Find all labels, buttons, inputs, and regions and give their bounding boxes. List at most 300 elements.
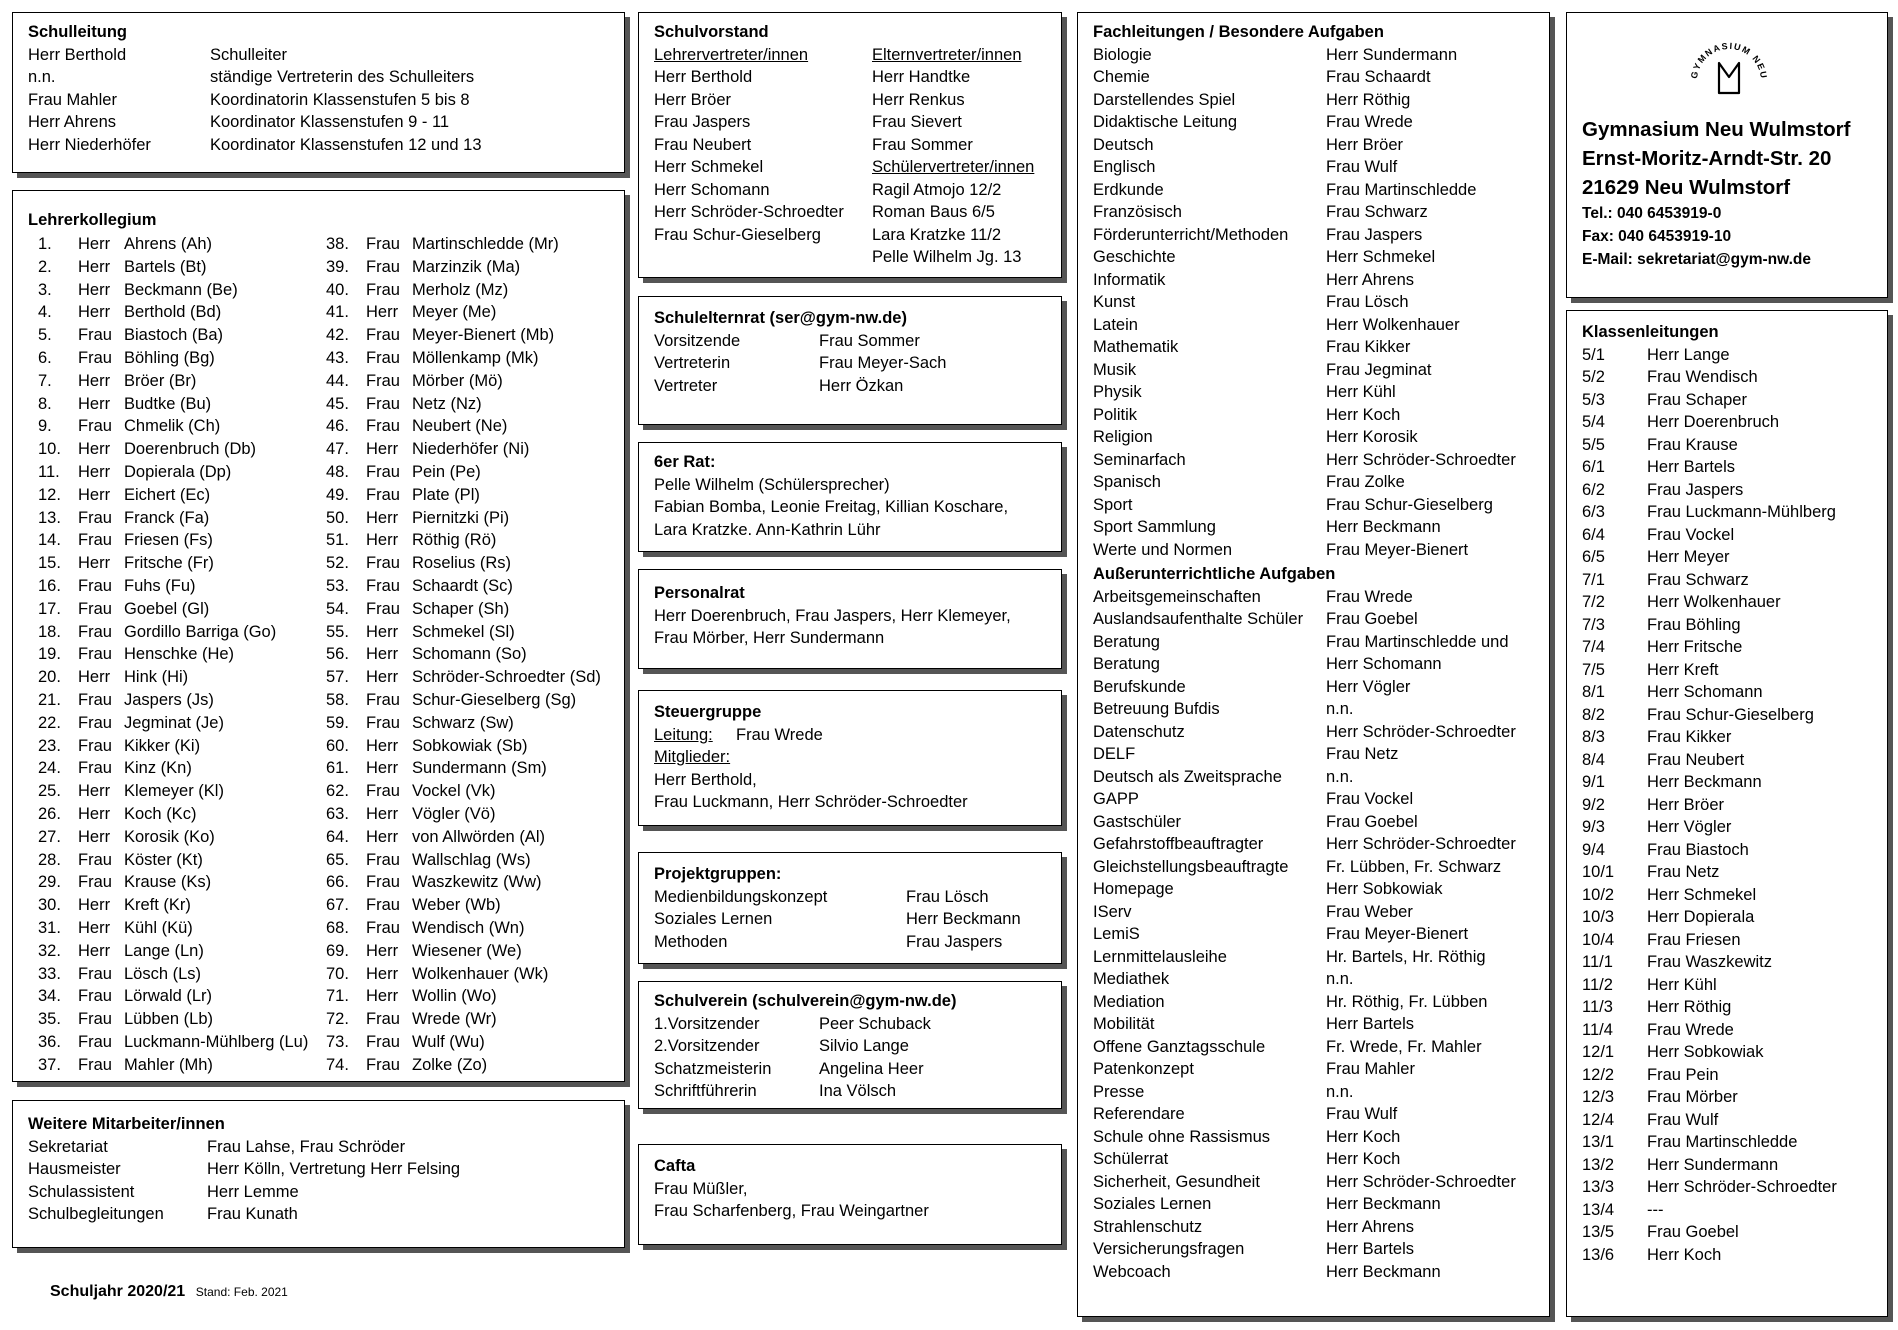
aufgaben-row (1093, 856, 1534, 879)
kollegium-num: 15. (38, 554, 61, 573)
aufgaben-row-value: Herr Schomann (1326, 655, 1442, 673)
klassen-row-label: 5/1 (1582, 345, 1605, 364)
vorstand-eltern-list (872, 66, 1034, 156)
kollegium-num: 9. (38, 417, 52, 436)
kollegium-num: 1. (38, 235, 52, 253)
klassen-row-label: 6/2 (1582, 480, 1605, 499)
aufgaben-row-value: Herr Bartels (1326, 1240, 1415, 1258)
kollegium-name: Luckmann-Mühlberg (Lu) (124, 1032, 309, 1051)
klassen-row-value: Herr Bartels (1647, 458, 1736, 476)
aufgaben-row-value: Frau Vockel (1326, 790, 1414, 808)
fach-row-label: Englisch (1093, 158, 1156, 176)
steuer-line: Herr Berthold, (654, 770, 757, 789)
klassen-row (1582, 636, 1872, 659)
fach-row (1093, 111, 1534, 134)
kollegium-name: Lange (Ln) (124, 941, 204, 960)
kollegium-anrede: Frau (78, 987, 112, 1006)
kollegium-row (38, 415, 308, 438)
aufgaben-row-label: Offene Ganztagsschule (1093, 1037, 1266, 1056)
klassen-row-label: 8/1 (1582, 683, 1605, 701)
projekt-row (654, 908, 1046, 931)
klassen-row-value: Herr Lange (1647, 345, 1730, 364)
verein-row (654, 1035, 1046, 1058)
kollegium-row (38, 575, 308, 598)
klassen-row (1582, 726, 1872, 749)
klassen-row (1582, 659, 1872, 682)
kollegium-list-left (38, 233, 308, 1076)
steuer-leitung: Frau Wrede (736, 725, 823, 744)
klassen-row-label: 7/5 (1582, 660, 1605, 679)
kollegium-name: Lösch (Ls) (124, 964, 202, 983)
kollegium-row (38, 370, 308, 393)
kollegium-anrede: Frau (366, 599, 400, 618)
cafta-list (654, 1178, 1046, 1223)
kollegium-name: Weber (Wb) (412, 896, 501, 915)
schulleitung-row-value: Koordinator Klassenstufen 9 - 11 (210, 113, 450, 131)
kollegium-name: Wulf (Wu) (412, 1032, 485, 1051)
aufgaben-row (1093, 901, 1534, 924)
klassen-row (1582, 569, 1872, 592)
kollegium-row (326, 849, 601, 872)
klassen-row (1582, 1131, 1872, 1154)
fach-row-value: Herr Schmekel (1326, 248, 1436, 266)
aufgaben-row (1093, 1238, 1534, 1261)
klassen-row-value: Herr Schmekel (1647, 885, 1757, 904)
klassen-row (1582, 614, 1872, 637)
schulleitung-row-label: Frau Mahler (28, 90, 117, 109)
vorstand-schueler-item: Roman Baus 6/5 (872, 203, 995, 221)
vorstand-lehrer-item: Herr Berthold (654, 68, 753, 86)
kollegium-anrede: Herr (78, 827, 111, 846)
aufgaben-row-value: Herr Schröder-Schroedter (1326, 835, 1516, 853)
kollegium-num: 70. (326, 964, 349, 983)
aufgaben-row-label: Lernmittelausleihe (1093, 947, 1227, 966)
klassen-row-value: Frau Wrede (1647, 1020, 1734, 1039)
verein-row (654, 1058, 1046, 1081)
weitere-row-label: Schulbegleitungen (28, 1205, 164, 1223)
kollegium-anrede: Herr (78, 485, 111, 504)
kollegium-num: 55. (326, 622, 349, 641)
aufgaben-row (1093, 878, 1534, 901)
klassen-row-label: 8/3 (1582, 728, 1605, 746)
kollegium-num: 68. (326, 918, 349, 937)
verein-row (654, 1013, 1046, 1036)
klassen-row-value: Herr Dopierala (1647, 908, 1755, 926)
klassen-row-label: 9/1 (1582, 773, 1605, 791)
kollegium-name: Plate (Pl) (412, 485, 480, 504)
kollegium-num: 59. (326, 713, 349, 732)
klassen-row-label: 11/2 (1582, 975, 1613, 994)
kollegium-num: 3. (38, 280, 52, 299)
kollegium-anrede: Frau (78, 964, 112, 983)
kollegium-num: 18. (38, 622, 61, 641)
steuer-line: Frau Luckmann, Herr Schröder-Schroedter (654, 793, 968, 811)
kollegium-num: 12. (38, 485, 61, 504)
klassen-row (1582, 906, 1872, 929)
fach-row (1093, 66, 1534, 89)
klassen-row-value: Frau Wulf (1647, 1110, 1719, 1129)
kollegium-anrede: Herr (366, 668, 399, 687)
kollegium-row (326, 712, 601, 735)
kollegium-num: 31. (38, 918, 61, 937)
kollegium-anrede: Frau (78, 417, 112, 436)
kollegium-name: Wiesener (We) (412, 941, 522, 960)
kollegium-anrede: Frau (366, 1055, 400, 1074)
kollegium-anrede: Herr (366, 440, 399, 459)
aufgaben-row (1093, 631, 1534, 654)
schulleitung-row-label: Herr Niederhöfer (28, 135, 151, 154)
verein-row-value: Silvio Lange (819, 1037, 909, 1055)
klassen-row (1582, 434, 1872, 457)
kollegium-row (38, 507, 308, 530)
fach-row-label: Physik (1093, 383, 1142, 401)
klassen-row-label: 13/6 (1582, 1245, 1615, 1264)
kollegium-row (326, 963, 601, 986)
kollegium-row (38, 301, 308, 324)
fach-row-label: Werte und Normen (1093, 540, 1233, 559)
kollegium-num: 51. (326, 531, 349, 550)
kollegium-name: Mahler (Mh) (124, 1055, 213, 1074)
vorstand-schueler-item: Ragil Atmojo 12/2 (872, 180, 1002, 199)
schulleitung-row-label: Herr Ahrens (28, 113, 117, 131)
kollegium-row (326, 1008, 601, 1031)
kollegium-num: 11. (38, 462, 60, 481)
school-box (1566, 12, 1888, 298)
kollegium-anrede: Herr (78, 257, 111, 276)
kollegium-name: Gordillo Barriga (Go) (124, 622, 277, 641)
klassen-row-label: 7/3 (1582, 615, 1605, 634)
klassen-row (1582, 1244, 1872, 1267)
kollegium-name: Goebel (Gl) (124, 599, 210, 618)
kollegium-anrede: Herr (366, 987, 399, 1006)
aufgaben-row-value: Herr Koch (1326, 1127, 1401, 1146)
fach-row (1093, 269, 1534, 292)
kollegium-num: 48. (326, 462, 349, 481)
kollegium-name: Hink (Hi) (124, 668, 189, 687)
kollegium-anrede: Herr (366, 759, 399, 778)
rat6-list (654, 474, 1046, 542)
kollegium-name: Lörwald (Lr) (124, 987, 213, 1006)
klassen-row-value: Herr Sundermann (1647, 1155, 1779, 1174)
aufgaben-row-value: Frau Weber (1326, 902, 1413, 921)
vorstand-lehrer-item: Herr Schröder-Schroedter (654, 203, 844, 221)
kollegium-row (38, 621, 308, 644)
vorstand-lehrer-item: Frau Jaspers (654, 113, 751, 131)
klassen-row-value: Frau Vockel (1647, 525, 1735, 544)
aufgaben-row-label: Schule ohne Rassismus (1093, 1127, 1271, 1146)
schulleitung-row-value: Koordinatorin Klassenstufen 5 bis 8 (210, 90, 470, 109)
kollegium-num: 7. (38, 371, 52, 390)
klassen-row-value: Herr Doerenbruch (1647, 413, 1780, 431)
klassen-row-value: Frau Krause (1647, 435, 1738, 454)
klassen-list (1582, 344, 1872, 1267)
personalrat-line: Frau Mörber, Herr Sundermann (654, 629, 885, 647)
kollegium-name: Fritsche (Fr) (124, 554, 214, 573)
kollegium-anrede: Herr (78, 918, 111, 937)
kollegium-num: 47. (326, 440, 349, 459)
verein-box (638, 981, 1062, 1109)
elternrat-row-label: Vertreterin (654, 354, 731, 372)
aufgaben-row-value: n.n. (1326, 970, 1354, 988)
kollegium-row (38, 963, 308, 986)
kollegium-list-right (326, 233, 601, 1076)
klassen-row-value: Herr Kreft (1647, 660, 1719, 679)
kollegium-name: Zolke (Zo) (412, 1055, 488, 1074)
fach-row-value: Frau Jaspers (1326, 225, 1423, 244)
weitere-row (28, 1203, 609, 1226)
kollegium-name: Schaper (Sh) (412, 599, 510, 618)
fach-row-value: Frau Jegminat (1326, 360, 1432, 379)
kollegium-anrede: Herr (78, 941, 111, 960)
fach-row-value: Herr Koch (1326, 405, 1401, 424)
vorstand-lehrer-list (654, 66, 872, 246)
klassen-title: Klassenleitungen (1582, 323, 1719, 341)
fach-row (1093, 539, 1534, 562)
kollegium-name: Netz (Nz) (412, 394, 482, 413)
steuer-title: Steuergruppe (654, 703, 762, 721)
kollegium-anrede: Frau (78, 873, 112, 892)
aufgaben-row (1093, 1171, 1534, 1194)
kollegium-row (326, 894, 601, 917)
fach-row-value: Frau Wrede (1326, 113, 1413, 131)
vorstand-lehrer-item: Frau Neubert (654, 135, 752, 154)
klassen-row (1582, 1086, 1872, 1109)
klassen-row (1582, 456, 1872, 479)
kollegium-row (38, 347, 308, 370)
kollegium-row (326, 985, 601, 1008)
kollegium-num: 26. (38, 804, 61, 823)
aufgaben-row (1093, 1103, 1534, 1126)
vorstand-eltern-item: Frau Sievert (872, 113, 962, 131)
aufgaben-row (1093, 1261, 1534, 1284)
aufgaben-row (1093, 1216, 1534, 1239)
fach-row-value: Frau Schwarz (1326, 203, 1428, 221)
klassen-row-value: Frau Wendisch (1647, 368, 1758, 386)
aufgaben-row-value: Herr Schröder-Schroedter (1326, 722, 1516, 741)
kollegium-name: Vockel (Vk) (412, 782, 496, 801)
kollegium-name: Röthig (Rö) (412, 531, 497, 550)
kollegium-anrede: Herr (366, 804, 399, 823)
steuer-mitglieder-label: Mitglieder: (654, 748, 731, 766)
kollegium-anrede: Frau (78, 690, 112, 709)
kollegium-name: Marzinzik (Ma) (412, 257, 521, 276)
aufgaben-row-label: Gleichstellungsbeauftragte (1093, 857, 1289, 876)
kollegium-num: 63. (326, 804, 349, 823)
kollegium-name: Köster (Kt) (124, 850, 203, 869)
fach-row (1093, 449, 1534, 472)
verein-row-value: Angelina Heer (819, 1059, 924, 1078)
personalrat-line: Herr Doerenbruch, Frau Jaspers, Herr Klemeyer, (654, 606, 1011, 625)
aufgaben-row-label: Mediathek (1093, 970, 1170, 988)
aufgaben-row-label: Presse (1093, 1082, 1145, 1101)
kollegium-name: Wrede (Wr) (412, 1010, 497, 1029)
kollegium-anrede: Frau (78, 850, 112, 869)
aufgaben-row-value: Frau Wrede (1326, 587, 1413, 606)
fach-row-label: Politik (1093, 405, 1138, 424)
klassen-row-label: 7/4 (1582, 638, 1605, 656)
aufgaben-row (1093, 968, 1534, 991)
klassen-row-label: 9/3 (1582, 818, 1605, 836)
projekt-row (654, 886, 1046, 909)
kollegium-name: Koch (Kc) (124, 804, 197, 823)
vorstand-eltern-heading: Elternvertreter/innen (872, 45, 1022, 64)
aufgaben-row-label: Berufskunde (1093, 677, 1186, 696)
kollegium-num: 37. (38, 1055, 61, 1074)
klassen-row-value: Frau Kikker (1647, 728, 1732, 746)
kollegium-anrede: Herr (78, 371, 111, 390)
vorstand-lehrer-item: Herr Schomann (654, 180, 770, 199)
kollegium-anrede: Frau (78, 1032, 112, 1051)
kollegium-name: Kinz (Kn) (124, 759, 192, 778)
klassen-row (1582, 1041, 1872, 1064)
kollegium-name: Doerenbruch (Db) (124, 440, 257, 459)
footer (50, 1282, 288, 1301)
schulleitung-row-label: Herr Berthold (28, 45, 127, 64)
klassen-row (1582, 1019, 1872, 1042)
kollegium-num: 50. (326, 508, 349, 527)
elternrat-list (654, 330, 1046, 398)
kollegium-num: 19. (38, 645, 61, 664)
kollegium-row (38, 529, 308, 552)
kollegium-name: Meyer-Bienert (Mb) (412, 326, 555, 345)
school-fax: Fax: 040 6453919-10 (1582, 228, 1732, 245)
klassen-row (1582, 704, 1872, 727)
kollegium-anrede: Frau (78, 1055, 112, 1074)
kollegium-anrede: Herr (78, 554, 111, 573)
kollegium-row (326, 507, 601, 530)
kollegium-name: Berthold (Bd) (124, 303, 222, 322)
kollegium-num: 10. (38, 440, 61, 459)
fach-row-label: Spanisch (1093, 473, 1161, 491)
klassen-row-value: Frau Neubert (1647, 750, 1745, 769)
aufgaben-row-label: Schülerrat (1093, 1150, 1169, 1168)
verein-row-value: Ina Völsch (819, 1082, 897, 1100)
kollegium-anrede: Frau (78, 1010, 112, 1029)
klassen-row-value: Herr Schröder-Schroedter (1647, 1178, 1837, 1196)
kollegium-name: Sobkowiak (Sb) (412, 736, 528, 755)
aufgaben-row-label: Deutsch als Zweitsprache (1093, 767, 1282, 786)
kollegium-row (38, 256, 308, 279)
projekt-row-label: Soziales Lernen (654, 910, 773, 928)
kollegium-name: Schröder-Schroedter (Sd) (412, 668, 601, 687)
kollegium-row (326, 826, 601, 849)
kollegium-anrede: Frau (78, 599, 112, 618)
kollegium-name: Wollin (Wo) (412, 987, 497, 1006)
projekt-row-value: Frau Jaspers (906, 932, 1003, 951)
kollegium-num: 35. (38, 1010, 61, 1029)
cafta-line: Frau Scharfenberg, Frau Weingartner (654, 1202, 929, 1220)
kollegium-num: 43. (326, 348, 349, 367)
kollegium-row (38, 484, 308, 507)
kollegium-anrede: Frau (78, 736, 112, 755)
schulleitung-row-label: n.n. (28, 68, 56, 86)
kollegium-name: Wallschlag (Ws) (412, 850, 531, 869)
kollegium-row (38, 871, 308, 894)
fach-row-label: Geschichte (1093, 248, 1176, 266)
vorstand-lehrer-heading: Lehrervertreter/innen (654, 45, 809, 64)
footer-year: Schuljahr 2020/21 (50, 1283, 186, 1300)
klassen-row-value: Frau Waszkewitz (1647, 953, 1772, 971)
vorstand-schueler-item: Lara Kratzke 11/2 (872, 225, 1002, 244)
aufgaben-row-label: Referendare (1093, 1105, 1185, 1123)
steuer-list (654, 769, 1046, 814)
fach-row-value: Herr Beckmann (1326, 518, 1441, 536)
elternrat-box (638, 296, 1062, 425)
vorstand-lehrer-item: Herr Bröer (654, 90, 732, 109)
aufgaben-row-label: Homepage (1093, 880, 1174, 898)
kollegium-anrede: Herr (78, 782, 111, 801)
klassen-row-value: Frau Goebel (1647, 1223, 1739, 1241)
vorstand-eltern-item: Frau Sommer (872, 135, 973, 154)
verein-title: Schulverein (schulverein@gym-nw.de) (654, 992, 957, 1010)
kollegium-name: Fuhs (Fu) (124, 576, 196, 595)
klassen-row (1582, 366, 1872, 389)
kollegium-anrede: Frau (366, 554, 400, 573)
aufgaben-row (1093, 1081, 1534, 1104)
kollegium-box (12, 190, 625, 1082)
kollegium-num: 17. (38, 599, 61, 618)
kollegium-anrede: Frau (366, 371, 400, 390)
schulleitung-row (28, 89, 609, 112)
aufgaben-row-label: GAPP (1093, 790, 1139, 808)
aufgaben-row-value: Herr Beckmann (1326, 1262, 1441, 1281)
kollegium-num: 62. (326, 782, 349, 801)
kollegium-name: von Allwörden (Al) (412, 827, 545, 846)
vorstand-box (638, 12, 1062, 278)
kollegium-row (326, 324, 601, 347)
klassen-row (1582, 524, 1872, 547)
elternrat-row-value: Herr Özkan (819, 376, 904, 395)
kollegium-row (326, 598, 601, 621)
kollegium-row (38, 552, 308, 575)
fach-row-label: Erdkunde (1093, 180, 1164, 199)
fach-box (1077, 12, 1550, 1317)
aufgaben-row-label: Gastschüler (1093, 812, 1182, 831)
aufgaben-list (1093, 586, 1534, 1284)
kollegium-anrede: Frau (78, 348, 112, 367)
klassen-row (1582, 816, 1872, 839)
kollegium-anrede: Frau (78, 326, 112, 345)
kollegium-num: 45. (326, 394, 349, 413)
schulleitung-title: Schulleitung (28, 23, 127, 41)
klassen-row-label: 7/2 (1582, 593, 1605, 611)
kollegium-name: Kikker (Ki) (124, 736, 201, 755)
kollegium-name: Schaardt (Sc) (412, 576, 513, 595)
verein-row-label: 2.Vorsitzender (654, 1037, 760, 1055)
kollegium-anrede: Frau (366, 485, 400, 504)
fach-row-label: Religion (1093, 428, 1153, 446)
cafta-box (638, 1144, 1062, 1245)
klassen-row-label: 5/5 (1582, 435, 1605, 454)
projekt-row-value: Frau Lösch (906, 887, 989, 906)
klassen-row-value: Frau Mörber (1647, 1088, 1738, 1106)
kollegium-row (38, 735, 308, 758)
kollegium-anrede: Herr (366, 508, 399, 527)
klassen-row-label: 13/5 (1582, 1223, 1615, 1241)
kollegium-name: Wolkenhauer (Wk) (412, 964, 549, 983)
kollegium-num: 49. (326, 485, 349, 504)
kollegium-anrede: Herr (366, 827, 399, 846)
kollegium-row (326, 1054, 601, 1077)
fach-row (1093, 89, 1534, 112)
klassen-row-label: 8/2 (1582, 705, 1605, 724)
rat6-line: Pelle Wilhelm (Schülersprecher) (654, 475, 890, 494)
fach-row-label: Mathematik (1093, 338, 1179, 356)
kollegium-name: Budtke (Bu) (124, 394, 212, 413)
fach-row-value: Frau Meyer-Bienert (1326, 540, 1469, 559)
aufgaben-row (1093, 743, 1534, 766)
fach-row-label: Chemie (1093, 68, 1150, 86)
